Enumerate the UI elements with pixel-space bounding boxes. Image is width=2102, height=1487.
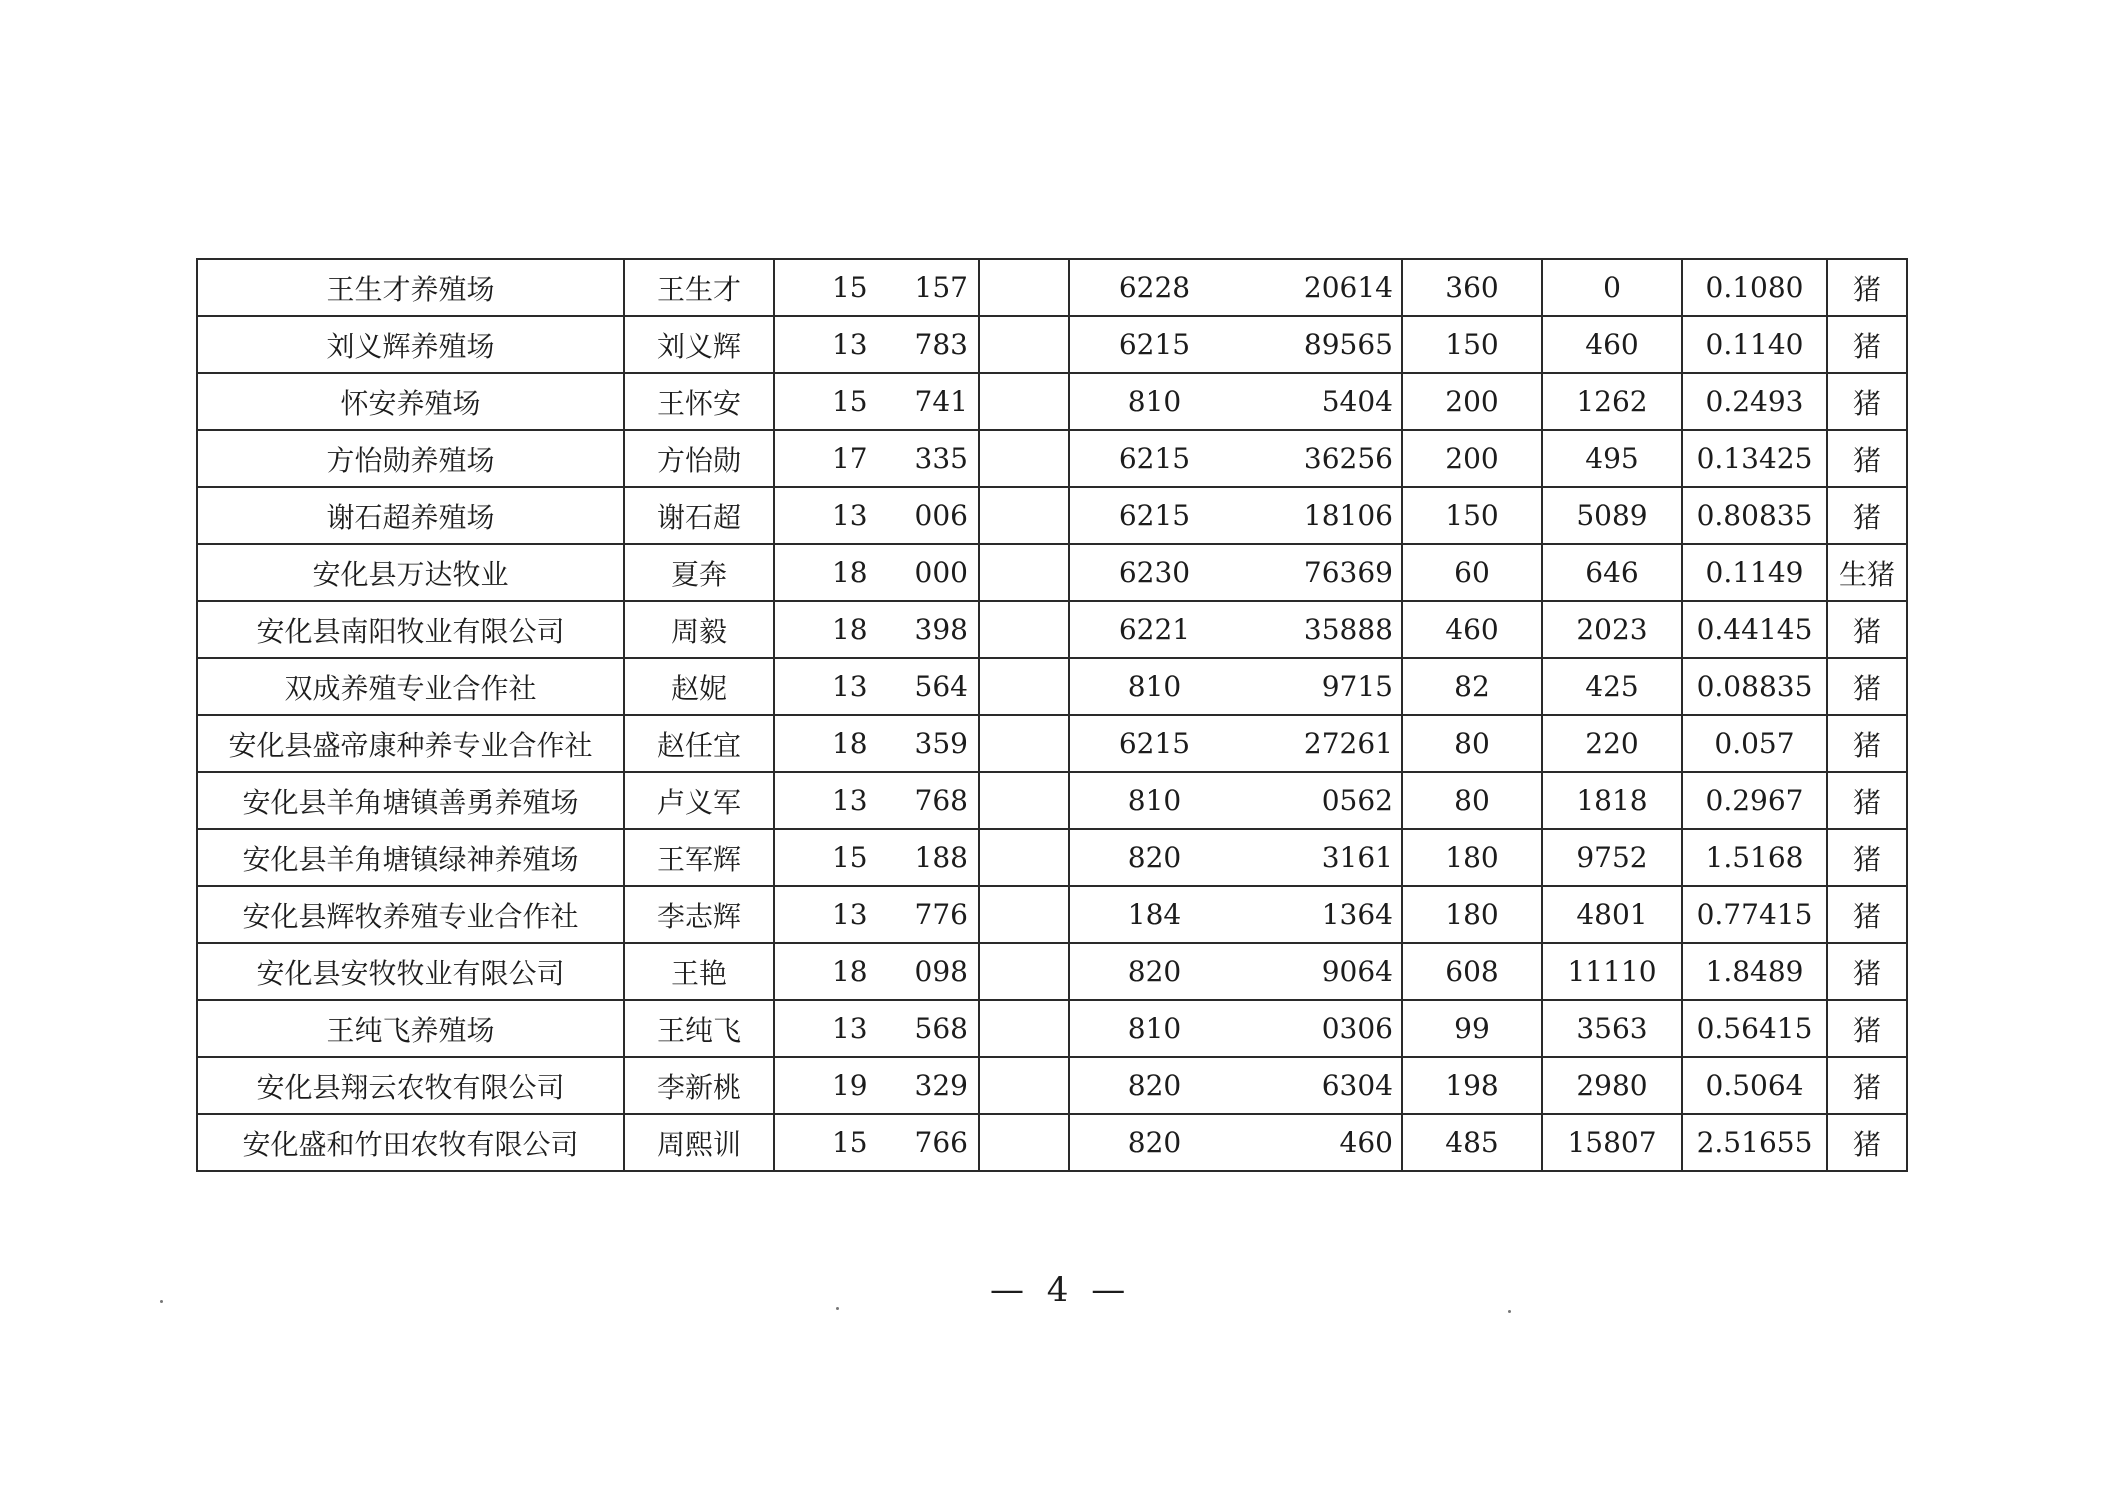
- phone-head: 18: [831, 727, 868, 760]
- contact-person-cell: 夏奔: [624, 544, 774, 601]
- phone-tail: 398: [914, 613, 968, 646]
- account-tail-cell: 9064: [1229, 943, 1402, 1000]
- scan-speck: [160, 1300, 163, 1303]
- phone-cell: [774, 1057, 979, 1114]
- quantity-cell: 460: [1542, 316, 1682, 373]
- table-row: [197, 658, 1907, 715]
- livestock-type-cell: 猪: [1827, 316, 1907, 373]
- account-tail-cell: 76369: [1229, 544, 1402, 601]
- amount-cell: 0.1080: [1682, 259, 1827, 316]
- contact-person-cell: 王怀安: [624, 373, 774, 430]
- contact-person-cell: 刘义辉: [624, 316, 774, 373]
- redacted-cell: [979, 829, 1069, 886]
- amount-cell: 0.2967: [1682, 772, 1827, 829]
- redacted-cell: [979, 316, 1069, 373]
- account-tail-cell: 3161: [1229, 829, 1402, 886]
- phone-head: 15: [831, 385, 868, 418]
- quantity-cell: 0: [1542, 259, 1682, 316]
- contact-person-cell: 卢义军: [624, 772, 774, 829]
- quantity-cell: 3563: [1542, 1000, 1682, 1057]
- contact-person-cell: 李志辉: [624, 886, 774, 943]
- phone-cell: [774, 772, 979, 829]
- amount-cell: 0.80835: [1682, 487, 1827, 544]
- amount-cell: 0.08835: [1682, 658, 1827, 715]
- amount-cell: 0.44145: [1682, 601, 1827, 658]
- count-cell: 200: [1402, 430, 1542, 487]
- count-cell: 360: [1402, 259, 1542, 316]
- count-cell: 99: [1402, 1000, 1542, 1057]
- redacted-cell: [979, 259, 1069, 316]
- page-number: — 4 —: [990, 1270, 1132, 1310]
- farm-name-cell: 谢石超养殖场: [197, 487, 624, 544]
- table-row: [197, 943, 1907, 1000]
- phone-cell: [774, 544, 979, 601]
- phone-cell: [774, 259, 979, 316]
- phone-cell: [774, 316, 979, 373]
- phone-tail: 188: [914, 841, 968, 874]
- account-cell: 810: [1069, 772, 1229, 829]
- account-cell: 6215: [1069, 316, 1229, 373]
- contact-person-cell: 周熙训: [624, 1114, 774, 1171]
- table-body: [197, 259, 1907, 1171]
- account-tail-cell: 89565: [1229, 316, 1402, 373]
- phone-tail: 098: [914, 955, 968, 988]
- phone-tail: 000: [914, 556, 968, 589]
- phone-tail: 564: [914, 670, 968, 703]
- quantity-cell: 2023: [1542, 601, 1682, 658]
- phone-cell: [774, 658, 979, 715]
- livestock-type-cell: 猪: [1827, 658, 1907, 715]
- contact-person-cell: 方怡勋: [624, 430, 774, 487]
- quantity-cell: 2980: [1542, 1057, 1682, 1114]
- livestock-type-cell: 猪: [1827, 1114, 1907, 1171]
- amount-cell: 2.51655: [1682, 1114, 1827, 1171]
- amount-cell: 0.56415: [1682, 1000, 1827, 1057]
- account-cell: 6228: [1069, 259, 1229, 316]
- account-cell: 810: [1069, 1000, 1229, 1057]
- redacted-cell: [979, 943, 1069, 1000]
- amount-cell: 0.77415: [1682, 886, 1827, 943]
- account-cell: 6221: [1069, 601, 1229, 658]
- account-cell: 6215: [1069, 430, 1229, 487]
- account-cell: 810: [1069, 658, 1229, 715]
- account-tail-cell: 18106: [1229, 487, 1402, 544]
- table-row: [197, 886, 1907, 943]
- farm-name-cell: 王生才养殖场: [197, 259, 624, 316]
- redacted-cell: [979, 772, 1069, 829]
- redacted-cell: [979, 658, 1069, 715]
- table-row: [197, 772, 1907, 829]
- count-cell: 460: [1402, 601, 1542, 658]
- account-tail-cell: 460: [1229, 1114, 1402, 1171]
- count-cell: 150: [1402, 487, 1542, 544]
- phone-cell: [774, 487, 979, 544]
- farm-name-cell: 安化县辉牧养殖专业合作社: [197, 886, 624, 943]
- phone-tail: 359: [914, 727, 968, 760]
- phone-tail: 157: [914, 271, 968, 304]
- amount-cell: 0.2493: [1682, 373, 1827, 430]
- livestock-type-cell: 猪: [1827, 373, 1907, 430]
- livestock-type-cell: 猪: [1827, 943, 1907, 1000]
- contact-person-cell: 赵妮: [624, 658, 774, 715]
- redacted-cell: [979, 544, 1069, 601]
- phone-head: 13: [831, 670, 868, 703]
- phone-head: 18: [831, 556, 868, 589]
- table-row: [197, 1057, 1907, 1114]
- account-tail-cell: 0562: [1229, 772, 1402, 829]
- amount-cell: 0.1140: [1682, 316, 1827, 373]
- phone-head: 17: [831, 442, 868, 475]
- phone-cell: [774, 1000, 979, 1057]
- farm-name-cell: 怀安养殖场: [197, 373, 624, 430]
- quantity-cell: 4801: [1542, 886, 1682, 943]
- account-cell: 6215: [1069, 487, 1229, 544]
- phone-tail: 776: [914, 898, 968, 931]
- amount-cell: 1.5168: [1682, 829, 1827, 886]
- amount-cell: 0.057: [1682, 715, 1827, 772]
- phone-cell: [774, 886, 979, 943]
- phone-head: 15: [831, 271, 868, 304]
- contact-person-cell: 赵任宜: [624, 715, 774, 772]
- farm-name-cell: 刘义辉养殖场: [197, 316, 624, 373]
- count-cell: 180: [1402, 886, 1542, 943]
- table-row: [197, 601, 1907, 658]
- count-cell: 485: [1402, 1114, 1542, 1171]
- phone-head: 15: [831, 1126, 868, 1159]
- redacted-cell: [979, 601, 1069, 658]
- redacted-cell: [979, 1000, 1069, 1057]
- phone-tail: 568: [914, 1012, 968, 1045]
- account-cell: 820: [1069, 1114, 1229, 1171]
- phone-head: 18: [831, 613, 868, 646]
- subsidy-table-container: [196, 258, 1906, 1208]
- farm-name-cell: 安化县南阳牧业有限公司: [197, 601, 624, 658]
- farm-name-cell: 王纯飞养殖场: [197, 1000, 624, 1057]
- quantity-cell: 11110: [1542, 943, 1682, 1000]
- phone-head: 13: [831, 784, 868, 817]
- table-row: [197, 1000, 1907, 1057]
- phone-cell: [774, 829, 979, 886]
- livestock-type-cell: 生猪: [1827, 544, 1907, 601]
- phone-head: 15: [831, 841, 868, 874]
- count-cell: 60: [1402, 544, 1542, 601]
- livestock-type-cell: 猪: [1827, 1000, 1907, 1057]
- count-cell: 80: [1402, 715, 1542, 772]
- table-row: [197, 259, 1907, 316]
- account-cell: 6215: [1069, 715, 1229, 772]
- farm-name-cell: 双成养殖专业合作社: [197, 658, 624, 715]
- phone-cell: [774, 1114, 979, 1171]
- phone-tail: 741: [914, 385, 968, 418]
- redacted-cell: [979, 1114, 1069, 1171]
- account-cell: 820: [1069, 943, 1229, 1000]
- livestock-type-cell: 猪: [1827, 601, 1907, 658]
- livestock-type-cell: 猪: [1827, 715, 1907, 772]
- table-row: [197, 430, 1907, 487]
- account-cell: 820: [1069, 1057, 1229, 1114]
- redacted-cell: [979, 487, 1069, 544]
- count-cell: 82: [1402, 658, 1542, 715]
- contact-person-cell: 周毅: [624, 601, 774, 658]
- farm-name-cell: 方怡勋养殖场: [197, 430, 624, 487]
- farm-name-cell: 安化县羊角塘镇绿神养殖场: [197, 829, 624, 886]
- redacted-cell: [979, 1057, 1069, 1114]
- scan-speck: [1508, 1310, 1511, 1313]
- account-tail-cell: 0306: [1229, 1000, 1402, 1057]
- quantity-cell: 15807: [1542, 1114, 1682, 1171]
- phone-tail: 783: [914, 328, 968, 361]
- phone-cell: [774, 373, 979, 430]
- table-row: [197, 373, 1907, 430]
- contact-person-cell: 谢石超: [624, 487, 774, 544]
- account-tail-cell: 20614: [1229, 259, 1402, 316]
- phone-cell: [774, 715, 979, 772]
- count-cell: 198: [1402, 1057, 1542, 1114]
- farm-name-cell: 安化县翔云农牧有限公司: [197, 1057, 624, 1114]
- phone-head: 13: [831, 898, 868, 931]
- contact-person-cell: 王艳: [624, 943, 774, 1000]
- table-row: [197, 829, 1907, 886]
- table-row: [197, 487, 1907, 544]
- quantity-cell: 9752: [1542, 829, 1682, 886]
- farm-name-cell: 安化县安牧牧业有限公司: [197, 943, 624, 1000]
- livestock-type-cell: 猪: [1827, 829, 1907, 886]
- contact-person-cell: 王生才: [624, 259, 774, 316]
- count-cell: 180: [1402, 829, 1542, 886]
- phone-tail: 766: [914, 1126, 968, 1159]
- table-row: [197, 1114, 1907, 1171]
- quantity-cell: 495: [1542, 430, 1682, 487]
- redacted-cell: [979, 886, 1069, 943]
- account-cell: 184: [1069, 886, 1229, 943]
- livestock-type-cell: 猪: [1827, 1057, 1907, 1114]
- account-tail-cell: 9715: [1229, 658, 1402, 715]
- livestock-type-cell: 猪: [1827, 487, 1907, 544]
- phone-head: 13: [831, 499, 868, 532]
- farm-name-cell: 安化县盛帝康种养专业合作社: [197, 715, 624, 772]
- phone-tail: 329: [914, 1069, 968, 1102]
- phone-head: 18: [831, 955, 868, 988]
- count-cell: 200: [1402, 373, 1542, 430]
- livestock-type-cell: 猪: [1827, 886, 1907, 943]
- farm-name-cell: 安化盛和竹田农牧有限公司: [197, 1114, 624, 1171]
- account-cell: 820: [1069, 829, 1229, 886]
- phone-head: 13: [831, 1012, 868, 1045]
- table-row: [197, 316, 1907, 373]
- amount-cell: 0.1149: [1682, 544, 1827, 601]
- redacted-cell: [979, 715, 1069, 772]
- phone-tail: 006: [914, 499, 968, 532]
- account-tail-cell: 36256: [1229, 430, 1402, 487]
- quantity-cell: 425: [1542, 658, 1682, 715]
- phone-head: 13: [831, 328, 868, 361]
- contact-person-cell: 王军辉: [624, 829, 774, 886]
- quantity-cell: 1818: [1542, 772, 1682, 829]
- account-cell: 6230: [1069, 544, 1229, 601]
- count-cell: 150: [1402, 316, 1542, 373]
- phone-tail: 768: [914, 784, 968, 817]
- livestock-type-cell: 猪: [1827, 772, 1907, 829]
- amount-cell: 0.5064: [1682, 1057, 1827, 1114]
- amount-cell: 1.8489: [1682, 943, 1827, 1000]
- count-cell: 80: [1402, 772, 1542, 829]
- phone-cell: [774, 943, 979, 1000]
- livestock-type-cell: 猪: [1827, 259, 1907, 316]
- account-cell: 810: [1069, 373, 1229, 430]
- quantity-cell: 1262: [1542, 373, 1682, 430]
- phone-cell: [774, 601, 979, 658]
- redacted-cell: [979, 373, 1069, 430]
- quantity-cell: 5089: [1542, 487, 1682, 544]
- farm-name-cell: 安化县万达牧业: [197, 544, 624, 601]
- contact-person-cell: 李新桃: [624, 1057, 774, 1114]
- subsidy-table: [196, 258, 1908, 1172]
- farm-name-cell: 安化县羊角塘镇善勇养殖场: [197, 772, 624, 829]
- contact-person-cell: 王纯飞: [624, 1000, 774, 1057]
- amount-cell: 0.13425: [1682, 430, 1827, 487]
- phone-tail: 335: [914, 442, 968, 475]
- account-tail-cell: 5404: [1229, 373, 1402, 430]
- account-tail-cell: 6304: [1229, 1057, 1402, 1114]
- scan-speck: [836, 1307, 839, 1310]
- count-cell: 608: [1402, 943, 1542, 1000]
- quantity-cell: 646: [1542, 544, 1682, 601]
- table-row: [197, 715, 1907, 772]
- account-tail-cell: 35888: [1229, 601, 1402, 658]
- phone-cell: [774, 430, 979, 487]
- livestock-type-cell: 猪: [1827, 430, 1907, 487]
- account-tail-cell: 27261: [1229, 715, 1402, 772]
- account-tail-cell: 1364: [1229, 886, 1402, 943]
- quantity-cell: 220: [1542, 715, 1682, 772]
- phone-head: 19: [831, 1069, 868, 1102]
- table-row: [197, 544, 1907, 601]
- redacted-cell: [979, 430, 1069, 487]
